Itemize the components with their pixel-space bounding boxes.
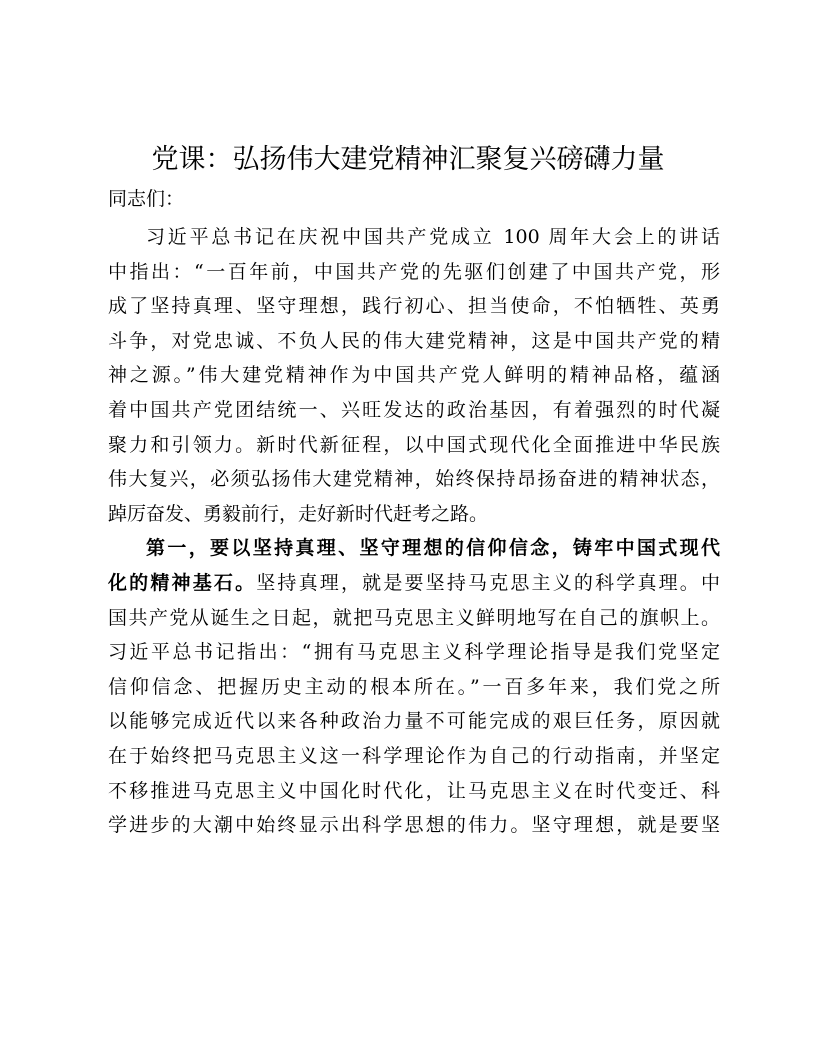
document-title: 党课：弘扬伟大建党精神汇聚复兴磅礴力量	[151, 144, 665, 175]
paragraph-1	[108, 220, 720, 531]
paragraph-line: 以能够完成近代以来各种政治力量不可能完成的艰巨任务，原因就	[108, 710, 720, 733]
paragraph-line: 伟大复兴，必须弘扬伟大建党精神，始终保持昂扬奋进的精神状态，	[108, 468, 720, 491]
paragraph-heading-end: 化的精神基石。	[108, 571, 257, 594]
paragraph-line: 着中国共产党团结统一、兴旺发达的政治基因，有着强烈的时代凝	[108, 398, 720, 421]
paragraph-line: 习近平总书记指出：“拥有马克思主义科学理论指导是我们党坚定	[108, 641, 720, 664]
paragraph-line: 成了坚持真理、坚守理想，践行初心、担当使命，不怕牺牲、英勇	[108, 295, 720, 318]
document-body	[108, 220, 720, 843]
paragraph-line: 在于始终把马克思主义这一科学理论作为自己的行动指南，并坚定	[108, 744, 720, 767]
paragraph-line: 学进步的大潮中始终显示出科学思想的伟力。坚守理想，就是要坚	[108, 814, 720, 837]
paragraph-line: 信仰信念、把握历史主动的根本所在。”一百多年来，我们党之所	[108, 675, 720, 698]
paragraph-line	[108, 566, 720, 601]
paragraph-line: 习近平总书记在庆祝中国共产党成立 100 周年大会上的讲话	[146, 226, 720, 248]
paragraph-line: 不移推进马克思主义中国化时代化，让马克思主义在时代变迁、科	[108, 779, 720, 802]
paragraph-line: 神之源。”伟大建党精神作为中国共产党人鲜明的精神品格，蕴涵	[108, 364, 720, 387]
salutation: 同志们：	[108, 188, 185, 210]
paragraph-line: 中指出：“一百年前，中国共产党的先驱们创建了中国共产党，形	[108, 260, 720, 283]
paragraph-line: 聚力和引领力。新时代新征程，以中国式现代化全面推进中华民族	[108, 433, 720, 456]
paragraph-line: 国共产党从诞生之日起，就把马克思主义鲜明地写在自己的旗帜上。	[108, 606, 720, 629]
paragraph-text: 坚持真理，就是要坚持马克思主义的科学真理。中	[256, 571, 720, 594]
paragraph-line: 斗争，对党忠诚、不负人民的伟大建党精神，这是中国共产党的精	[108, 329, 720, 352]
paragraph-line: 踔厉奋发、勇毅前行，走好新时代赶考之路。	[108, 502, 489, 525]
paragraph-2	[108, 531, 720, 842]
paragraph-heading-line: 第一，要以坚持真理、坚守理想的信仰信念，铸牢中国式现代	[146, 537, 720, 560]
